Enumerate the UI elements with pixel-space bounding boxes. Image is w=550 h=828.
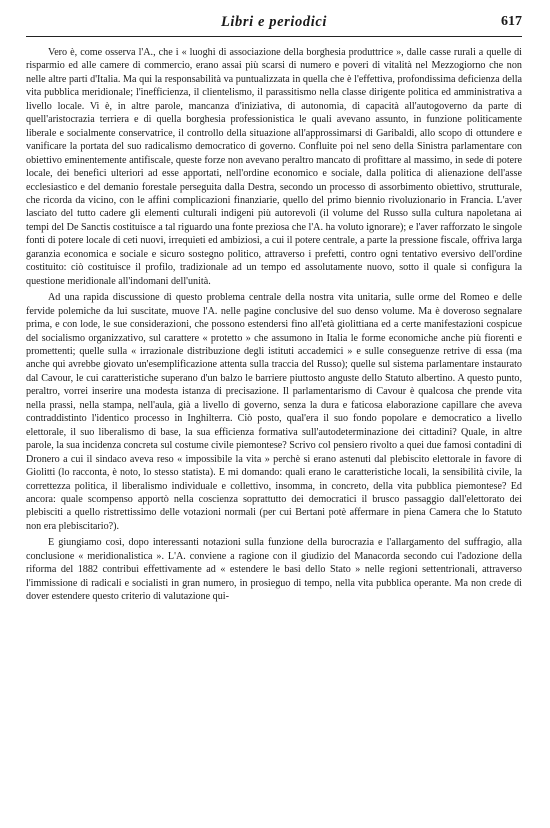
header-rule [26,36,522,37]
paragraph-3: E giungiamo così, dopo interessanti notazioni sulla funzione della burocrazia e l'allargamento del suffragio, alla conclusione « meridionalistica ». L'A. conviene a ragione con il giudizio del Manacorda secondo cui l'adozione della riforma del 1882 contribuì effettivamente ad « estendere le basi dello Stato » nelle regioni settentrionali, attraverso l'immissione di radicali e socialisti in gran numero, in prosieguo di tempo, nella vita pubblica operante. Ma non crede di dover estendere questo criterio di valutazione qui- [26,537,522,603]
body-text [26,46,522,604]
page-header [26,14,522,36]
page-number: 617 [501,14,522,29]
paragraph-1: Vero è, come osserva l'A., che i « luoghi di associazione della borghesia produttrice », dalle casse rurali a quelle di risparmio ed alle camere di commercio, erano assai più scarsi di numero e poveri di vitalità nel Mezzogiorno che non nelle altre parti d'Italia. Ma qui la responsabilità va puntualizzata in quella che è l'effettiva, profondissima deficienza della vita pubblica meridionale; l'inefficienza, il clientelismo, il parassitismo nella classe dirigente politica ed amministrativa a livello locale. Vi è, in altre parole, mancanza d'iniziativa, di autonomia, di capacità all'autogoverno da parte di quell'aristocrazia terriera e di quella borghesia professionistica le quali avevano assunto, in funzione politicamente liberale e socialmente conservatrice, il controllo della situazione all'approssimarsi di Garibaldi, allo scopo di ottundere e vanificare la portata del suo radicalismo democratico di governo. Confluite poi nel seno della Sinistra parlamentare con obiettivo eminentemente antifiscale, queste forze non avevano peraltro mancato di profittare al massimo, in sede di potere locale, dei benefici ulteriori ad esse apportati, nell'ordine economico e sociale, dalla politica di alienazione dell'asse ecclesiastico e del demanio forestale perseguita dalla Destra, secondo un processo di assorbimento obiettivo, strutturale, che ricorda da vicino, con le affini complicazioni finanziarie, quello del primo biennio rivoluzionario in Francia. L'aver lasciato del tutto cadere gli elementi culturali indigeni più autorevoli (il volume del Russo sulla cultura napoletana ai tempi del De Sanctis costituisce a tal riguardo una fonte preziosa che l'A. ha voluto ignorare); e l'aver rafforzato le singole fonti di potere locale di ceti nuovi, irrequieti ed ambiziosi, a cui il potere centrale, a parte la pressione fiscale, offriva larga garanzia economica e sociale e sicuro sostegno politico, attraverso i prefetti, contro ogni tentativo eversivo dell'ordine costituito: ciò costituisce il profilo, tradizionale ad un tempo ed assolutamente nuovo, sotto il quale si configura la questione meridionale all'indomani dell'unità. [26,47,522,287]
paragraph-2: Ad una rapida discussione di questo problema centrale della nostra vita unitaria, sulle orme del Romeo e delle fervide polemiche da lui suscitate, muove l'A. nelle pagine conclusive del suo denso volume. Ma è doveroso segnalare prima, e con lode, le sue considerazioni, che possono estendersi fino all'età giolittiana ed a certe manifestazioni cospicue del socialismo organizzativo, sul carattere « protetto » che assumono in Italia le forme economiche anche più fiorenti e promettenti; quelle sulla « irrazionale distribuzione degli istituti accademici » e sulle conseguenze retrive di essa (ma anche qui avrebbe giovato un'esemplificazione attenta sulla traccia del Russo); quelle sul sistema parlamentare instaurato dal Cavour, le cui caratteristiche superano d'un balzo le barriere piuttosto anguste dello Statuto albertino. A questo punto, peraltro, vorrei inserire una modesta istanza di precisazione. Il parlamentarismo di Cavour è qualcosa che prende vita nella prassi, nella stampa, nell'aula, già a livello di governo, senza la dura e faticosa elaborazione capillare che aveva contraddistinto l'identico processo in Inghilterra. Ciò posto, qual'era il suo fondo popolare e democratico a livello elettorale, il suo liberalismo di base, la sua efficienza formativa sull'autodeterminazione dei cittadini? Quale, in altre parole, la sua incidenza concreta sul costume civile piemontese? Scrivo col pensiero rivolto a quei due famosi contadini di Dronero a cui il sindaco aveva reso « impossibile la vita » perchè si erano astenuti dal plebiscito elettorale in favore di Giolitti (lo racconta, è noto, lo stesso statista). E mi domando: quali erano le caratteristiche locali, la sensibilità civile, la correttezza politica, il liberalismo individuale e collettivo, insomma, in concreto, della vita pubblica piemontese? Ed ancora: quale scompenso apportò nella coscienza soprattutto dei democratici il brusco passaggio dall'elettorato dei plebisciti a quello ristrettissimo delle votazioni normali (per cui Bertani potè affermare in piena Camera che lo Statuto non era plebiscitario?). [26,292,522,532]
running-head: Libri e periodici [220,14,328,30]
